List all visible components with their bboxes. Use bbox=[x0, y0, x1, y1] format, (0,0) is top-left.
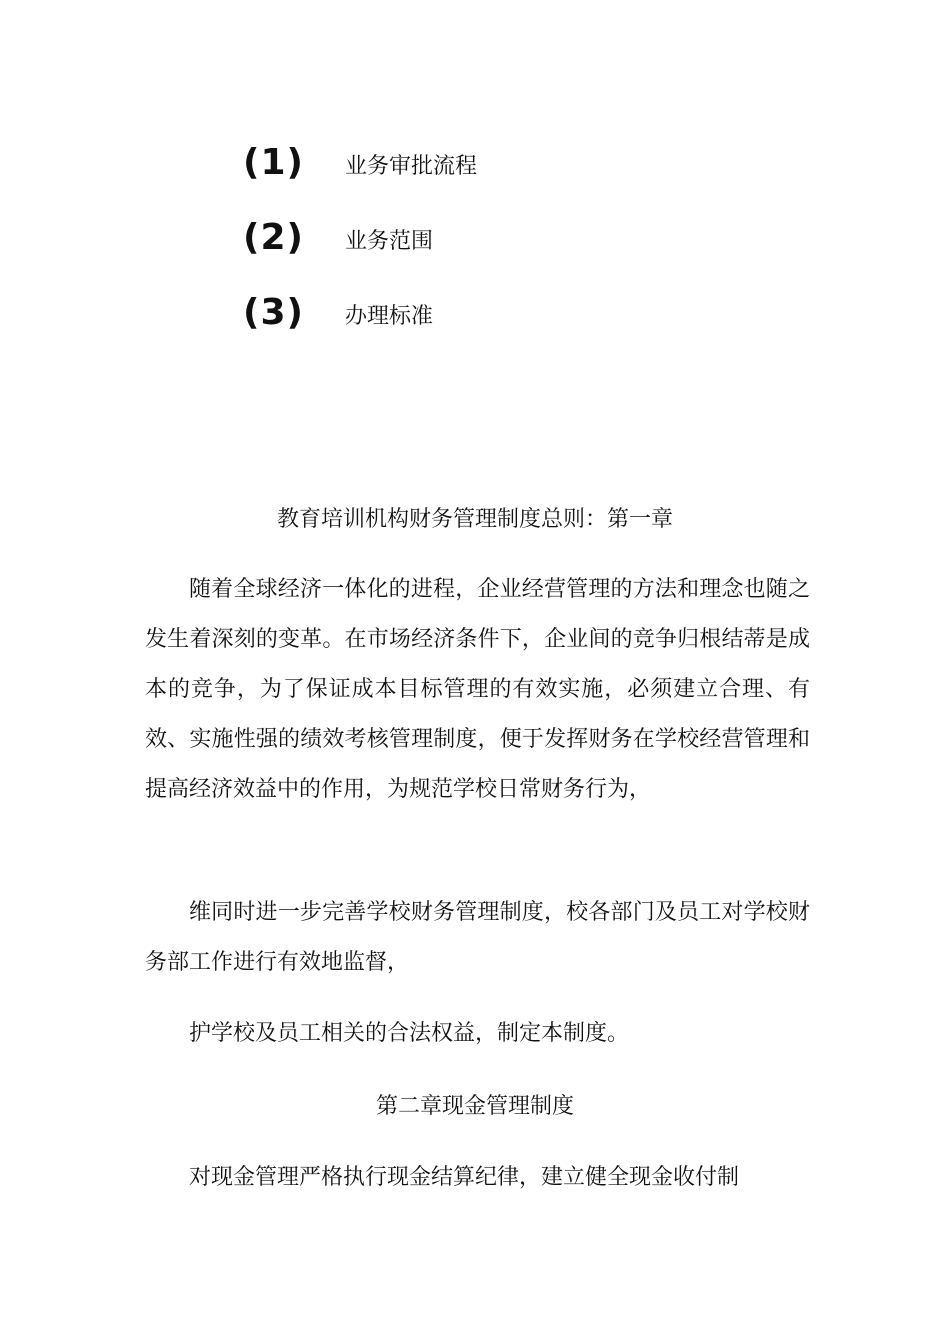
list-number: (1) bbox=[243, 142, 304, 183]
paragraph: 护学校及员工相关的合法权益，制定本制度。 bbox=[189, 1021, 630, 1046]
chapter-2-title: 第二章现金管理制度 bbox=[375, 1094, 574, 1119]
list-item bbox=[243, 143, 643, 187]
list-number: (3) bbox=[243, 292, 304, 333]
list-item bbox=[243, 293, 643, 337]
list-number: (2) bbox=[243, 217, 304, 258]
paragraph: 随着全球经济一体化的进程，企业经营管理的方法和理念也随之发生着深刻的变革。在市场经济条件下，企业间的竞争归根结蒂是成本的竞争，为了保证成本目标管理的有效实施，必须建立合理、有效、实施性强的绩效考核管理制度，便于发挥财务在学校经营管理和提高经济效益中的作用，为规范学校日常财务行为， bbox=[145, 577, 810, 802]
paragraph: 维同时进一步完善学校财务管理制度，校各部门及员工对学校财务部工作进行有效地监督， bbox=[145, 900, 810, 975]
list-text: 办理标准 bbox=[345, 304, 434, 329]
list-text: 业务范围 bbox=[345, 229, 434, 254]
list-item bbox=[243, 218, 643, 262]
paragraph: 对现金管理严格执行现金结算纪律，建立健全现金收付制 bbox=[189, 1165, 740, 1190]
list-text: 业务审批流程 bbox=[345, 154, 478, 179]
chapter-1-title: 教育培训机构财务管理制度总则：第一章 bbox=[276, 507, 673, 532]
